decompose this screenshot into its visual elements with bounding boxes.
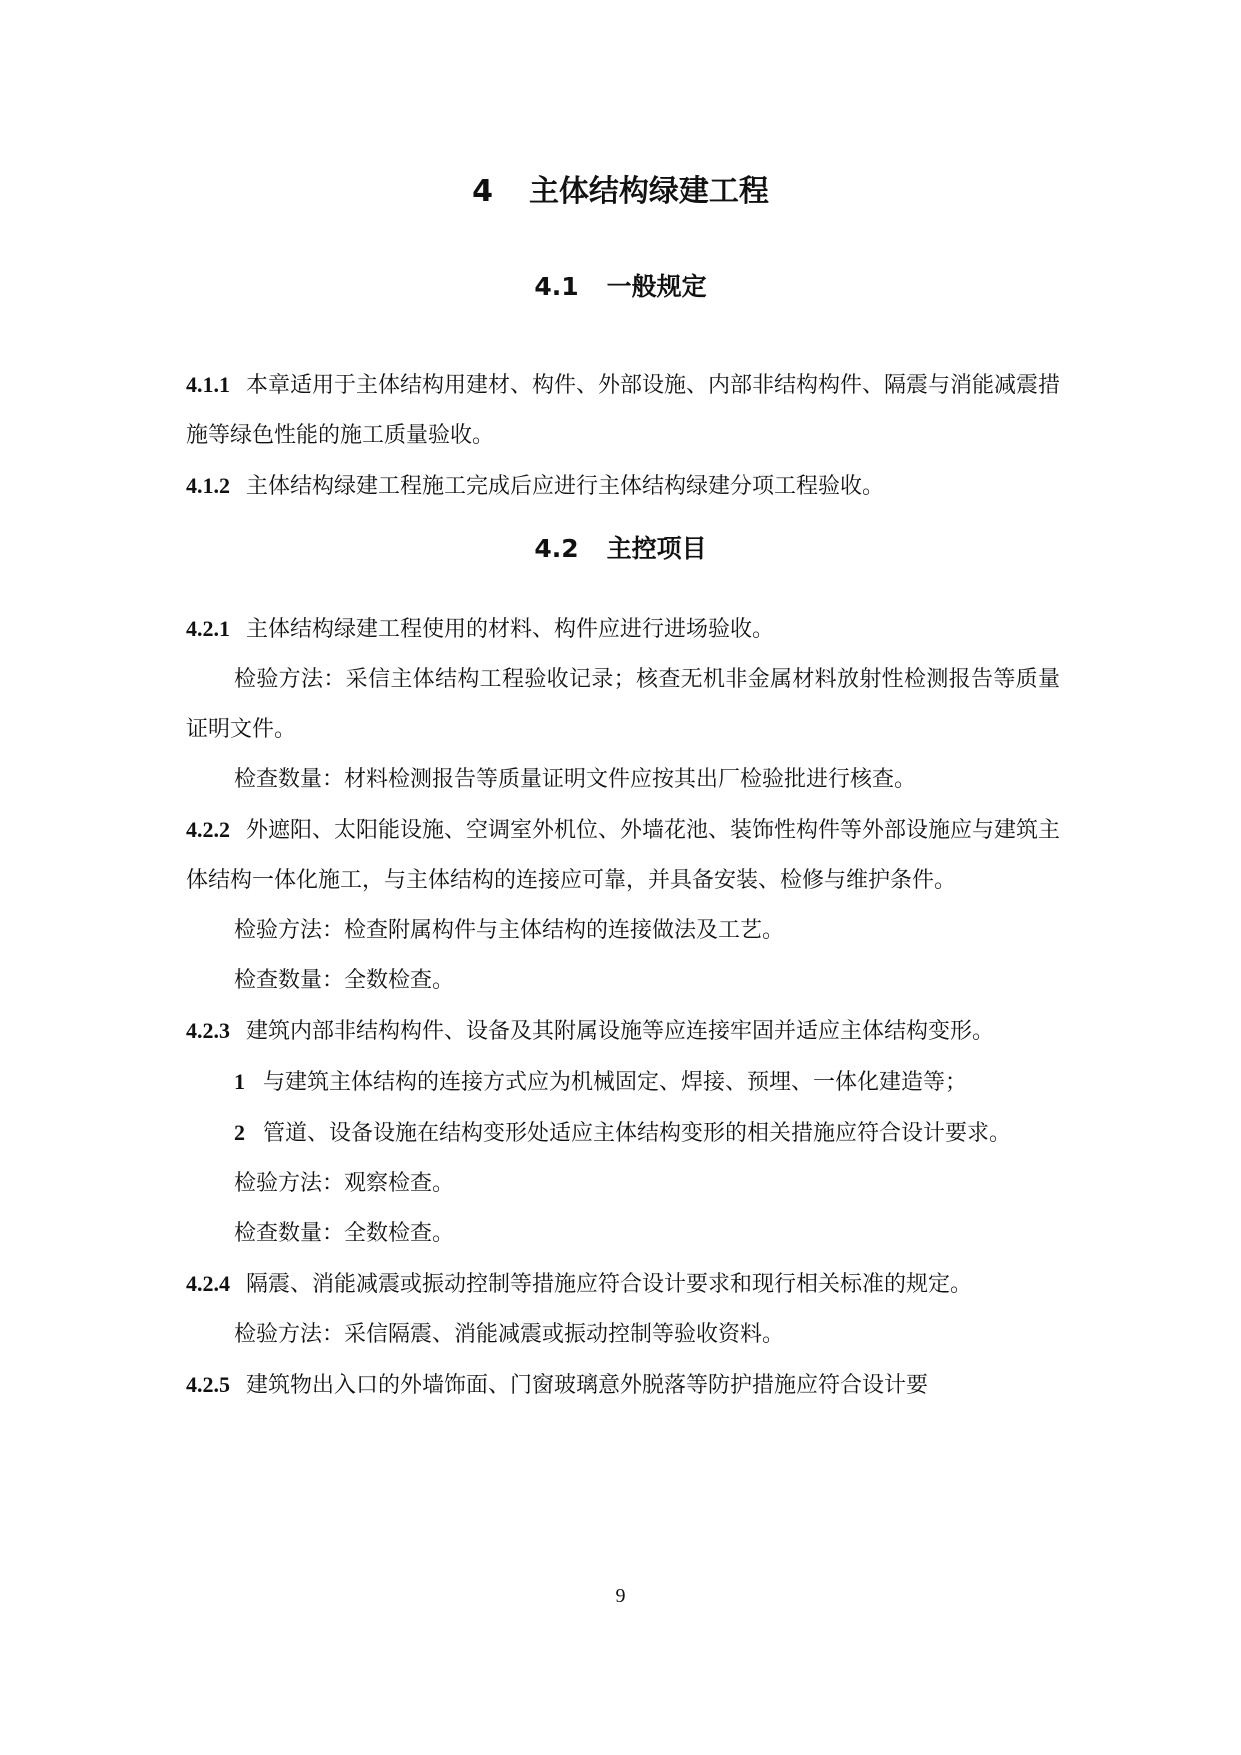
inspection-method: 检验方法：观察检查。 <box>234 1171 455 1196</box>
clause-text: 建筑物出入口的外墙饰面、门窗玻璃意外脱落等防护措施应符合设计要 <box>246 1373 929 1398</box>
list-item <box>186 1057 1060 1108</box>
section-number: 4.2 <box>534 534 579 563</box>
inspection-method: 检验方法：采信隔震、消能减震或振动控制等验收资料。 <box>234 1322 785 1347</box>
clause-text: 外遮阳、太阳能设施、空调室外机位、外墙花池、装饰性构件等外部设施应与建筑主体结构一体化施工，与主体结构的连接应可靠，并具备安装、检修与维护条件。 <box>186 818 1061 893</box>
clause-4-1-2 <box>186 461 1060 512</box>
item-number: 2 <box>234 1120 245 1145</box>
section-number: 4.1 <box>534 272 579 301</box>
clause-text: 隔震、消能减震或振动控制等措施应符合设计要求和现行相关标准的规定。 <box>246 1272 973 1297</box>
clause-number: 4.2.1 <box>186 616 230 641</box>
inspection-method: 检验方法：检查附属构件与主体结构的连接做法及工艺。 <box>234 918 785 943</box>
chapter-number: 4 <box>472 174 493 209</box>
list-item <box>186 1108 1060 1159</box>
clause-text: 主体结构绿建工程使用的材料、构件应进行进场验收。 <box>246 617 775 642</box>
chapter-heading <box>0 172 1241 212</box>
inspection-quantity: 检查数量：全数检查。 <box>234 968 455 993</box>
clause-number: 4.2.5 <box>186 1372 230 1397</box>
inspection-quantity: 检查数量：材料检测报告等质量证明文件应按其出厂检验批进行核查。 <box>234 767 917 792</box>
clause-text: 建筑内部非结构构件、设备及其附属设施等应连接牢固并适应主体结构变形。 <box>246 1019 995 1044</box>
inspection-quantity: 检查数量：全数检查。 <box>234 1221 455 1246</box>
clause-4-2-4 <box>186 1259 1060 1310</box>
clause-4-1-1 <box>186 360 1060 461</box>
item-text: 管道、设备设施在结构变形处适应主体结构变形的相关措施应符合设计要求。 <box>263 1121 1012 1146</box>
section-4-2-wrapper <box>186 512 1060 604</box>
section-title: 主控项目 <box>606 534 707 563</box>
clause-4-2-2 <box>186 805 1060 906</box>
section-heading-4-2 <box>0 532 1241 566</box>
item-number: 1 <box>234 1069 245 1094</box>
section-heading-4-1 <box>0 270 1241 304</box>
clause-number: 4.2.4 <box>186 1271 230 1296</box>
clause-text: 主体结构绿建工程施工完成后应进行主体结构绿建分项工程验收。 <box>246 474 885 499</box>
clause-number: 4.2.3 <box>186 1018 230 1043</box>
clause-4-2-3 <box>186 1006 1060 1057</box>
clause-number: 4.1.1 <box>186 372 230 397</box>
clause-4-2-5 <box>186 1360 1060 1411</box>
inspection-method: 检验方法：采信主体结构工程验收记录；核查无机非金属材料放射性检测报告等质量证明文件。 <box>186 667 1060 742</box>
page-number: 9 <box>615 1585 626 1607</box>
clause-number: 4.2.2 <box>186 817 230 842</box>
section-title: 一般规定 <box>606 272 707 301</box>
clause-4-2-1 <box>186 604 1060 655</box>
clause-number: 4.1.2 <box>186 473 230 498</box>
item-text: 与建筑主体结构的连接方式应为机械固定、焊接、预埋、一体化建造等； <box>263 1070 968 1095</box>
clause-text: 本章适用于主体结构用建材、构件、外部设施、内部非结构构件、隔震与消能减震措施等绿色性能的施工质量验收。 <box>186 373 1061 448</box>
chapter-title: 主体结构绿建工程 <box>528 174 769 209</box>
document-body <box>186 360 1060 1411</box>
